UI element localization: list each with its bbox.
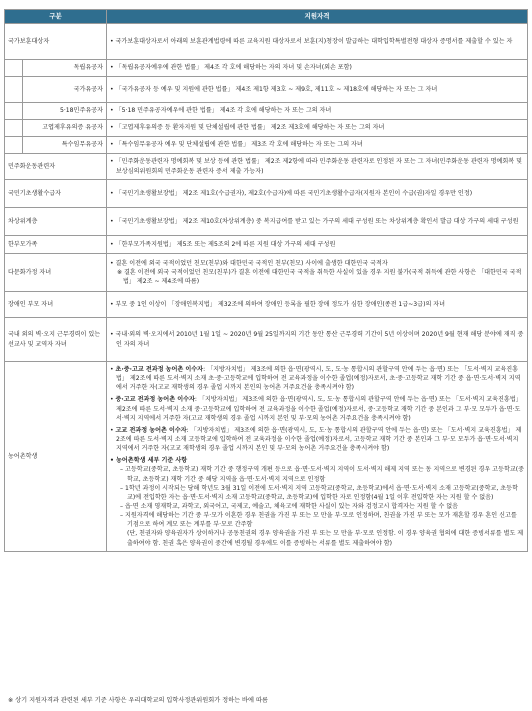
table-row: [5, 362, 528, 552]
header-category: 구분: [5, 10, 107, 24]
footer-note: ※ 상기 지원자격과 관련된 세부 기준 사항은 우리대학교의 입학사정관위원회가 정하는 바에 따름: [8, 697, 268, 704]
rural-detail-item: – 지원자격에 해당하는 기간 중 부·모가 이혼한 경우 친권을 가진 부 또는 모 만을 부·모로 인정하며, 친권을 가진 부 또는 모가 재혼할 경우 혼인 신고를 기점으로 하여 계모 또는 계부를 부·모로 간주함: [120, 512, 517, 529]
rural-detail-title: • 농어촌학생 세부 기준 사항: [110, 457, 188, 465]
row-text: • 「특수임무유공자 예우 및 단체설립에 관한 법률」 제3조 각 호에 해당하는 자 또는 그의 자녀: [110, 141, 363, 149]
row-subcategory: 5·18민주유공자: [23, 103, 107, 120]
table-row: [5, 154, 528, 180]
rural-detail-note: (단, 친권자와 양육권자가 상이하거나 공동친권의 경우 양육권을 가진 부 또는 모 만을 부·모로 인정함. 이 경우 양육권 협의에 대한 증빙서류를 별도 제출하여야 함. 친권 혹은 양육권이 중간에 변경될 경우에도 이를 증빙하는 서류를 별도 제출하여야 함): [127, 530, 524, 547]
table-row: [5, 60, 528, 77]
row-text: • 「국민기초생활보장법」 제2조 제10호(차상위계층) 중 복지급여를 받고 있는 가구의 세대 구성원 또는 차상위계층 확인서 발급 대상 가구의 세대 구성원: [110, 217, 519, 225]
row-text: • 「독립유공자예우에 관한 법률」 제4조 각 호에 해당하는 자의 자녀 및 손자녀(외손 포함): [110, 64, 352, 72]
table-row: [5, 180, 528, 208]
table-row: [5, 137, 528, 154]
row-text: • 국내·외의 벽·오지에서 2010년 1월 1일 ~ 2020년 9월 25일까지의 기간 동안 통산 근무경력 기간이 5년 이상이며 2020년 9월 현재 해당 분야에 재직 중인 자의 자녀: [110, 331, 524, 348]
row-text: • 「민주화운동관련자 명예회복 및 보상 등에 관한 법률」 제2조 제2항에 따라 민주화운동 관련자로 인정된 자 또는 그 자녀(민주화운동 관련자 명예회복 및 보상심의위원회의 민주화운동 관련자 증서 제출 가능자): [110, 158, 522, 175]
table-row: [5, 254, 528, 292]
row-category: 국내 외의 벽·오지 근무경력이 있는 선교사 및 교역자 자녀: [5, 318, 107, 362]
row-text: • 「5·18 민주유공자예우에 관한 법률」 제4조 각 호에 해당하는 자 또는 그의 자녀: [110, 107, 332, 115]
row-category: 다문화가정 자녀: [5, 254, 107, 292]
table-row: [5, 24, 528, 60]
row-category: 국가보훈대상자: [5, 24, 107, 60]
row-category: 한부모가족: [5, 236, 107, 254]
row-text: • 국가보훈대상자로서 아래의 보훈관계법령에 따른 교육지원 대상자로서 보훈(지)청장이 발급하는 대학입학특별전형 대상자 증명서를 제출할 수 있는 자: [110, 37, 513, 45]
rural-p3: • 고교 전과정 농어촌 이수자: 「지방자치법」 제3조에 의한 읍·면(광역시, 도, 도·농 통합시의 관할구역 안에 두는 읍·면) 또는 「도서·벽지 교육진흥법」 제2조에 따른 도서·벽지 소재 고등학교에 입학하여 전 교육과정을 이수한 졸업(예정)자로서, 고등학교 재학 기간 중 본인과 그 부·모 모두가 읍·면·도서·벽지 지역에서 거주한 자(고교 재학생의 경우 졸업 시까지 본인 및 부·모의 농어촌 거주요건을 충족시켜야 함): [110, 426, 522, 453]
table-row: [5, 208, 528, 236]
eligibility-table: [4, 9, 528, 552]
table-row: [5, 292, 528, 318]
row-category: 국민기초생활수급자: [5, 180, 107, 208]
table-row: [5, 103, 528, 120]
table-row: [5, 318, 528, 362]
row-text: • 부모 중 1인 이상이 「장애인복지법」 제32조에 의하여 장애인 등록을 필한 장애 정도가 심한 장애인(종전 1급~3급)의 자녀: [110, 300, 446, 308]
row-text: • 「한부모가족지원법」 제5조 또는 제5조의 2에 따른 지원 대상 가구의 세대 구성원: [110, 240, 336, 248]
row-text: • 결혼 이전에 외국 국적이었던 친모(친부)와 대한민국 국적인 친부(친모) 사이에 출생한 대한민국 국적자: [110, 259, 388, 267]
header-qualification: 지원자격: [107, 10, 528, 24]
table-header: [5, 10, 528, 24]
row-category: 차상위계층: [5, 208, 107, 236]
row-note: ※ 결혼 이전에 외국 국적이었던 친모(친부)가 결혼 이전에 대한민국 국적을 취득한 사실이 있을 경우 지원 불가(국적 취득에 관한 사항은 「대한민국 국적법」 제2조 ~ 제4조에 따름): [117, 268, 522, 286]
row-subcategory: 국가유공자: [23, 77, 107, 103]
table-row: [5, 120, 528, 137]
row-category: 장애인 부모 자녀: [5, 292, 107, 318]
row-subcategory: 특수임무유공자: [23, 137, 107, 154]
row-category: 농어촌학생: [5, 362, 107, 552]
table-row: [5, 77, 528, 103]
row-subcategory: 독립유공자: [23, 60, 107, 77]
row-subcategory: 고엽제후유의증 유공자: [23, 120, 107, 137]
row-text: • 「고엽제후유의증 등 환자지원 및 단체설립에 관한 법률」 제2조 제3호에 해당하는 자 또는 그의 자녀: [110, 124, 385, 132]
rural-p1: • 초·중·고교 전과정 농어촌 이수자: 「지방자치법」 제3조에 의한 읍·면(광역시, 도, 도·농 통합시의 관할구역 안에 두는 읍·면) 또는 「도서·벽지 교육진흥법」 제2조에 따른 도서·벽지 소재 초·중·고등학교에 입학하여 전 교육과정을 이수한 졸업(예정)자로서, 초·중·고등학교 재학 기간 중 읍·면·도서·벽지 지역에서 거주한 자(고교 재학생의 경우 졸업 시까지 본인의 농어촌 거주요건을 충족시켜야 함): [110, 366, 521, 392]
table-row: [5, 236, 528, 254]
rural-detail-item: – 고등학교(중학교, 초등학교) 재학 기간 중 행정구역 개편 등으로 읍·면·도서·벽지 지역이 도서·벽지 해제 지역 또는 동 지역으로 변경된 경우 고등학교(중학교, 초등학교) 재학 기간 중 해당 지역을 읍·면·도서·벽지 지역으로 인정함: [120, 466, 524, 483]
row-category: 민주화운동관련자: [5, 154, 107, 180]
rural-detail-item: – 1학년 과정이 시작되는 당해 학년도 3월 31일 이전에 도서·벽지 지역 고등학교(중학교, 초등학교)에서 읍·면·도서·벽지 소재 고등학교(중학교, 초등학교)에 전입학한 자는 읍·면·도서·벽지 소재 고등학교(중학교, 초등학교)에 입학한 자로 인정함(4월 1일 이후 전입학한 자는 지원 할 수 없음): [120, 484, 518, 501]
rural-detail-item: – 읍·면 소재 영재학교, 과학고, 외국어고, 국제고, 예술고, 체육고에 재학한 사실이 있는 자와 검정고시 합격자는 지원 할 수 없음: [120, 502, 458, 510]
row-text: • 「국가유공자 등 예우 및 지원에 관한 법률」 제4조 제1항 제3호 ~ 제9호, 제11호 ~ 제18호에 해당하는 자 또는 그 자녀: [110, 85, 438, 93]
row-text: • 「국민기초생활보장법」 제2조 제1호(수급권자), 제2호(수급자)에 따른 국민기초생활수급자(지원자 본인이 수급(권)자일 경우만 인정): [110, 189, 473, 197]
rural-p2: • 중·고교 전과정 농어촌 이수자: 「지방자치법」 제3조에 의한 읍·면(광역시, 도, 도·농 통합시의 관할구역 안에 두는 읍·면) 또는 「도서·벽지 교육진흥법」 제2조에 따른 도서·벽지 소재 중·고등학교에 입학하여 전 교육과정을 이수한 졸업(예정)자로서, 중·고등학교 재학 기간 중 본인과 그 부·모 모두가 읍·면·도서·벽지 지역에서 거주한 자(고교 재학생의 경우 졸업 시까지 본인 및 부·모의 농어촌 거주요건을 충족시켜야 함): [110, 396, 522, 422]
